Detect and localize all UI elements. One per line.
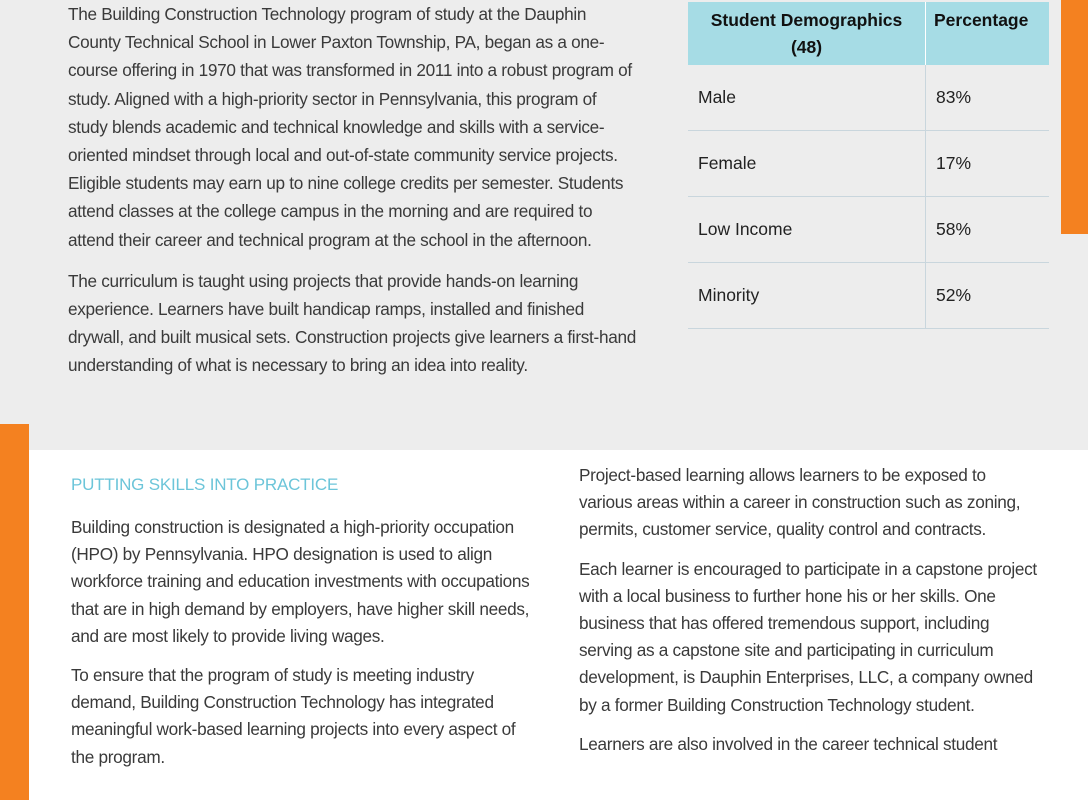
header-percentage: Percentage bbox=[926, 2, 1050, 65]
demographics-table bbox=[688, 2, 1049, 329]
body-paragraph: Learners are also involved in the career technical student bbox=[579, 733, 998, 754]
body-paragraph: To ensure that the program of study is meeting industry demand, Building Construction Technology has integrated meaningful work-based learning projects into every aspect of the program. bbox=[71, 665, 516, 767]
body-paragraph: Project-based learning allows learners to be exposed to various areas within a career in construction such as zoning, permits, customer service, quality control and contracts. bbox=[579, 465, 1021, 540]
table-row bbox=[688, 65, 1049, 131]
table-row bbox=[688, 263, 1049, 329]
accent-bar-right bbox=[1061, 0, 1088, 234]
row-value: 17% bbox=[926, 131, 1050, 197]
section-heading: PUTTING SKILLS INTO PRACTICE bbox=[71, 475, 339, 494]
header-demographics: Student Demographics (48) bbox=[688, 2, 926, 65]
left-column bbox=[71, 470, 541, 783]
intro-paragraph: The Building Construction Technology program of study at the Dauphin County Technical School in Lower Paxton Township, PA, began as a one-course offering in 1970 that was transformed in 2011 into a robust program of study. Aligned with a high-priority sector in Pennsylvania, this program of study blends academic and technical knowledge and skills with a service-oriented mindset through local and out-of-state community service projects. Eligible students may earn up to nine college credits per semester. Students attend classes at the college campus in the morning and are required to attend their career and technical program at the school in the afternoon. bbox=[68, 4, 632, 250]
row-value: 83% bbox=[926, 65, 1050, 131]
row-value: 58% bbox=[926, 197, 1050, 263]
table-row bbox=[688, 197, 1049, 263]
body-paragraph: Each learner is encouraged to participate in a capstone project with a local business to further hone his or her skills. One business that has offered tremendous support, including serving as a capstone site and participating in curriculum development, is Dauphin Enterprises, LLC, a company owned by a former Building Construction Technology student. bbox=[579, 558, 1037, 715]
row-label: Female bbox=[688, 131, 926, 197]
row-value: 52% bbox=[926, 263, 1050, 329]
body-paragraph: Building construction is designated a high-priority occupation (HPO) by Pennsylvania. HPO designation is used to align workforce training and education investments with occupations that are in high demand by employers, have higher skill needs, and are most likely to provide living wages. bbox=[71, 517, 530, 646]
table-row bbox=[688, 131, 1049, 197]
row-label: Minority bbox=[688, 263, 926, 329]
accent-bar-left bbox=[0, 424, 29, 800]
row-label: Low Income bbox=[688, 197, 926, 263]
intro-text bbox=[68, 0, 638, 393]
table-header-row bbox=[688, 2, 1049, 65]
intro-paragraph: The curriculum is taught using projects that provide hands-on learning experience. Learners have built handicap ramps, installed and finished drywall, and built musical sets. Construction projects give learners a first-hand understanding of what is necessary to bring an idea into reality. bbox=[68, 270, 636, 376]
row-label: Male bbox=[688, 65, 926, 131]
right-column bbox=[579, 462, 1039, 770]
